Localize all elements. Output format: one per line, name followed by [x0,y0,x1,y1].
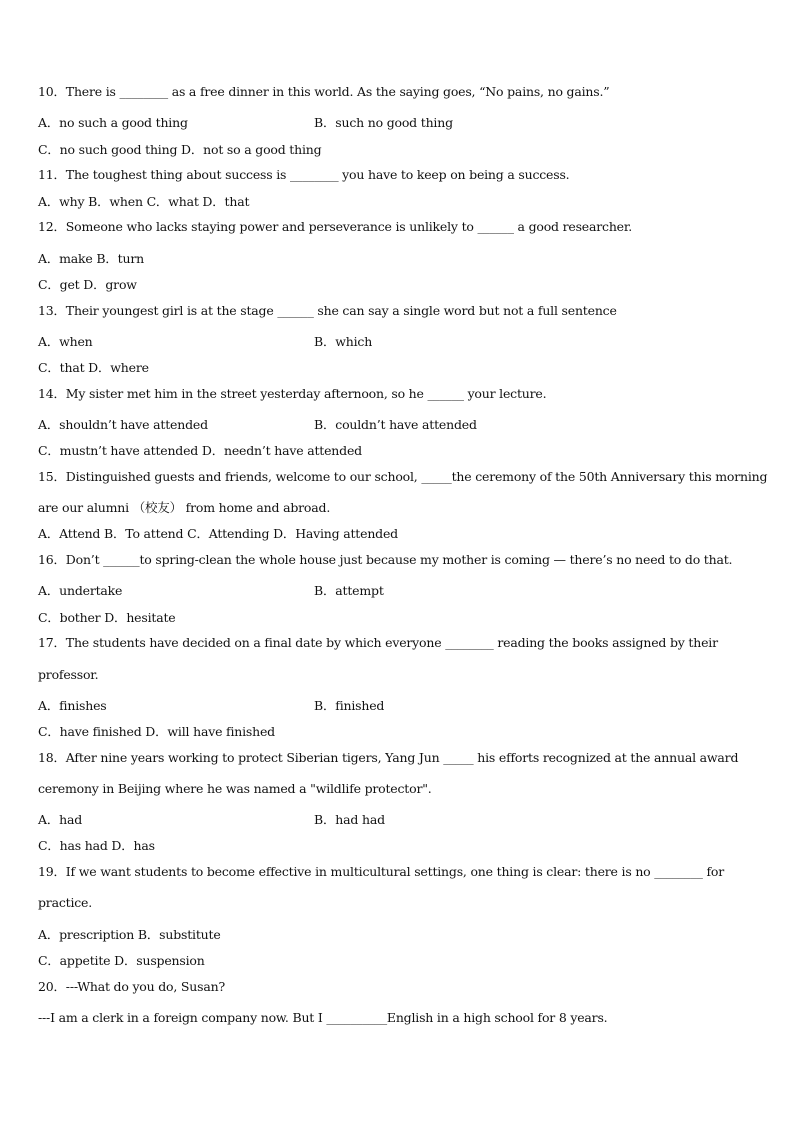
question-14: 14．My sister met him in the street yesterday afternoon, so he ______ your lecture. [38,386,547,401]
option-a: A．no such a good thing [38,115,188,130]
question-11: 11．The toughest thing about success is ________ you have to keep on being a success. [38,167,570,182]
question-20-cont: ---I am a clerk in a foreign company now. But I __________English in a high school for 8 years. [38,1010,608,1025]
option-b: B．such no good thing [314,115,453,130]
options-c-d: C．mustn’t have attended D．needn’t have attended [38,443,362,458]
options: A．why B．when C．what D．that [38,194,250,209]
options-c-d: C．get D．grow [38,277,137,292]
question-19-cont: practice. [38,895,93,910]
options-c-d: C．no such good thing D．not so a good thing [38,142,322,157]
question-18: 18．After nine years working to protect Siberian tigers, Yang Jun _____ his efforts recognized at the annual award [38,750,739,765]
question-10: 10．There is ________ as a free dinner in this world. As the saying goes, “No pains, no gains.” [38,84,610,99]
option-b: B．which [314,334,373,349]
question-18-cont: ceremony in Beijing where he was named a "wildlife protector". [38,781,432,796]
option-b: B．had had [314,812,385,827]
question-16: 16．Don’t ______to spring-clean the whole house just because my mother is coming — there’s no need to do that. [38,552,733,567]
options-a-b: A．make B．turn [38,251,144,266]
option-a: A．undertake [38,583,123,598]
question-20: 20．---What do you do, Susan? [38,979,225,994]
question-15: 15．Distinguished guests and friends, welcome to our school, _____the ceremony of the 50th Anniversary this morning [38,469,768,484]
question-17: 17．The students have decided on a final date by which everyone ________ reading the books assigned by their [38,635,718,650]
options-c-d: C．has had D．has [38,838,155,853]
question-13: 13．Their youngest girl is at the stage ______ she can say a single word but not a full sentence [38,303,617,318]
options-c-d: C．have finished D．will have finished [38,724,275,739]
option-b: B．attempt [314,583,384,598]
options-a-b: A．prescription B．substitute [38,927,221,942]
option-a: A．had [38,812,83,827]
question-19: 19．If we want students to become effective in multicultural settings, one thing is clear: there is no ________ for [38,864,724,879]
question-17-cont: professor. [38,667,99,682]
option-a: A．finishes [38,698,107,713]
options-c-d: C．appetite D．suspension [38,953,205,968]
option-b: B．finished [314,698,385,713]
option-a: A．shouldn’t have attended [38,417,208,432]
question-12: 12．Someone who lacks staying power and perseverance is unlikely to ______ a good researcher. [38,219,633,234]
question-15-cont: are our alumni （校友） from home and abroad. [38,500,331,515]
option-a: A．when [38,334,93,349]
option-b: B．couldn’t have attended [314,417,477,432]
options-c-d: C．bother D．hesitate [38,610,176,625]
options: A．Attend B．To attend C．Attending D．Having attended [38,526,398,541]
options-c-d: C．that D．where [38,360,149,375]
